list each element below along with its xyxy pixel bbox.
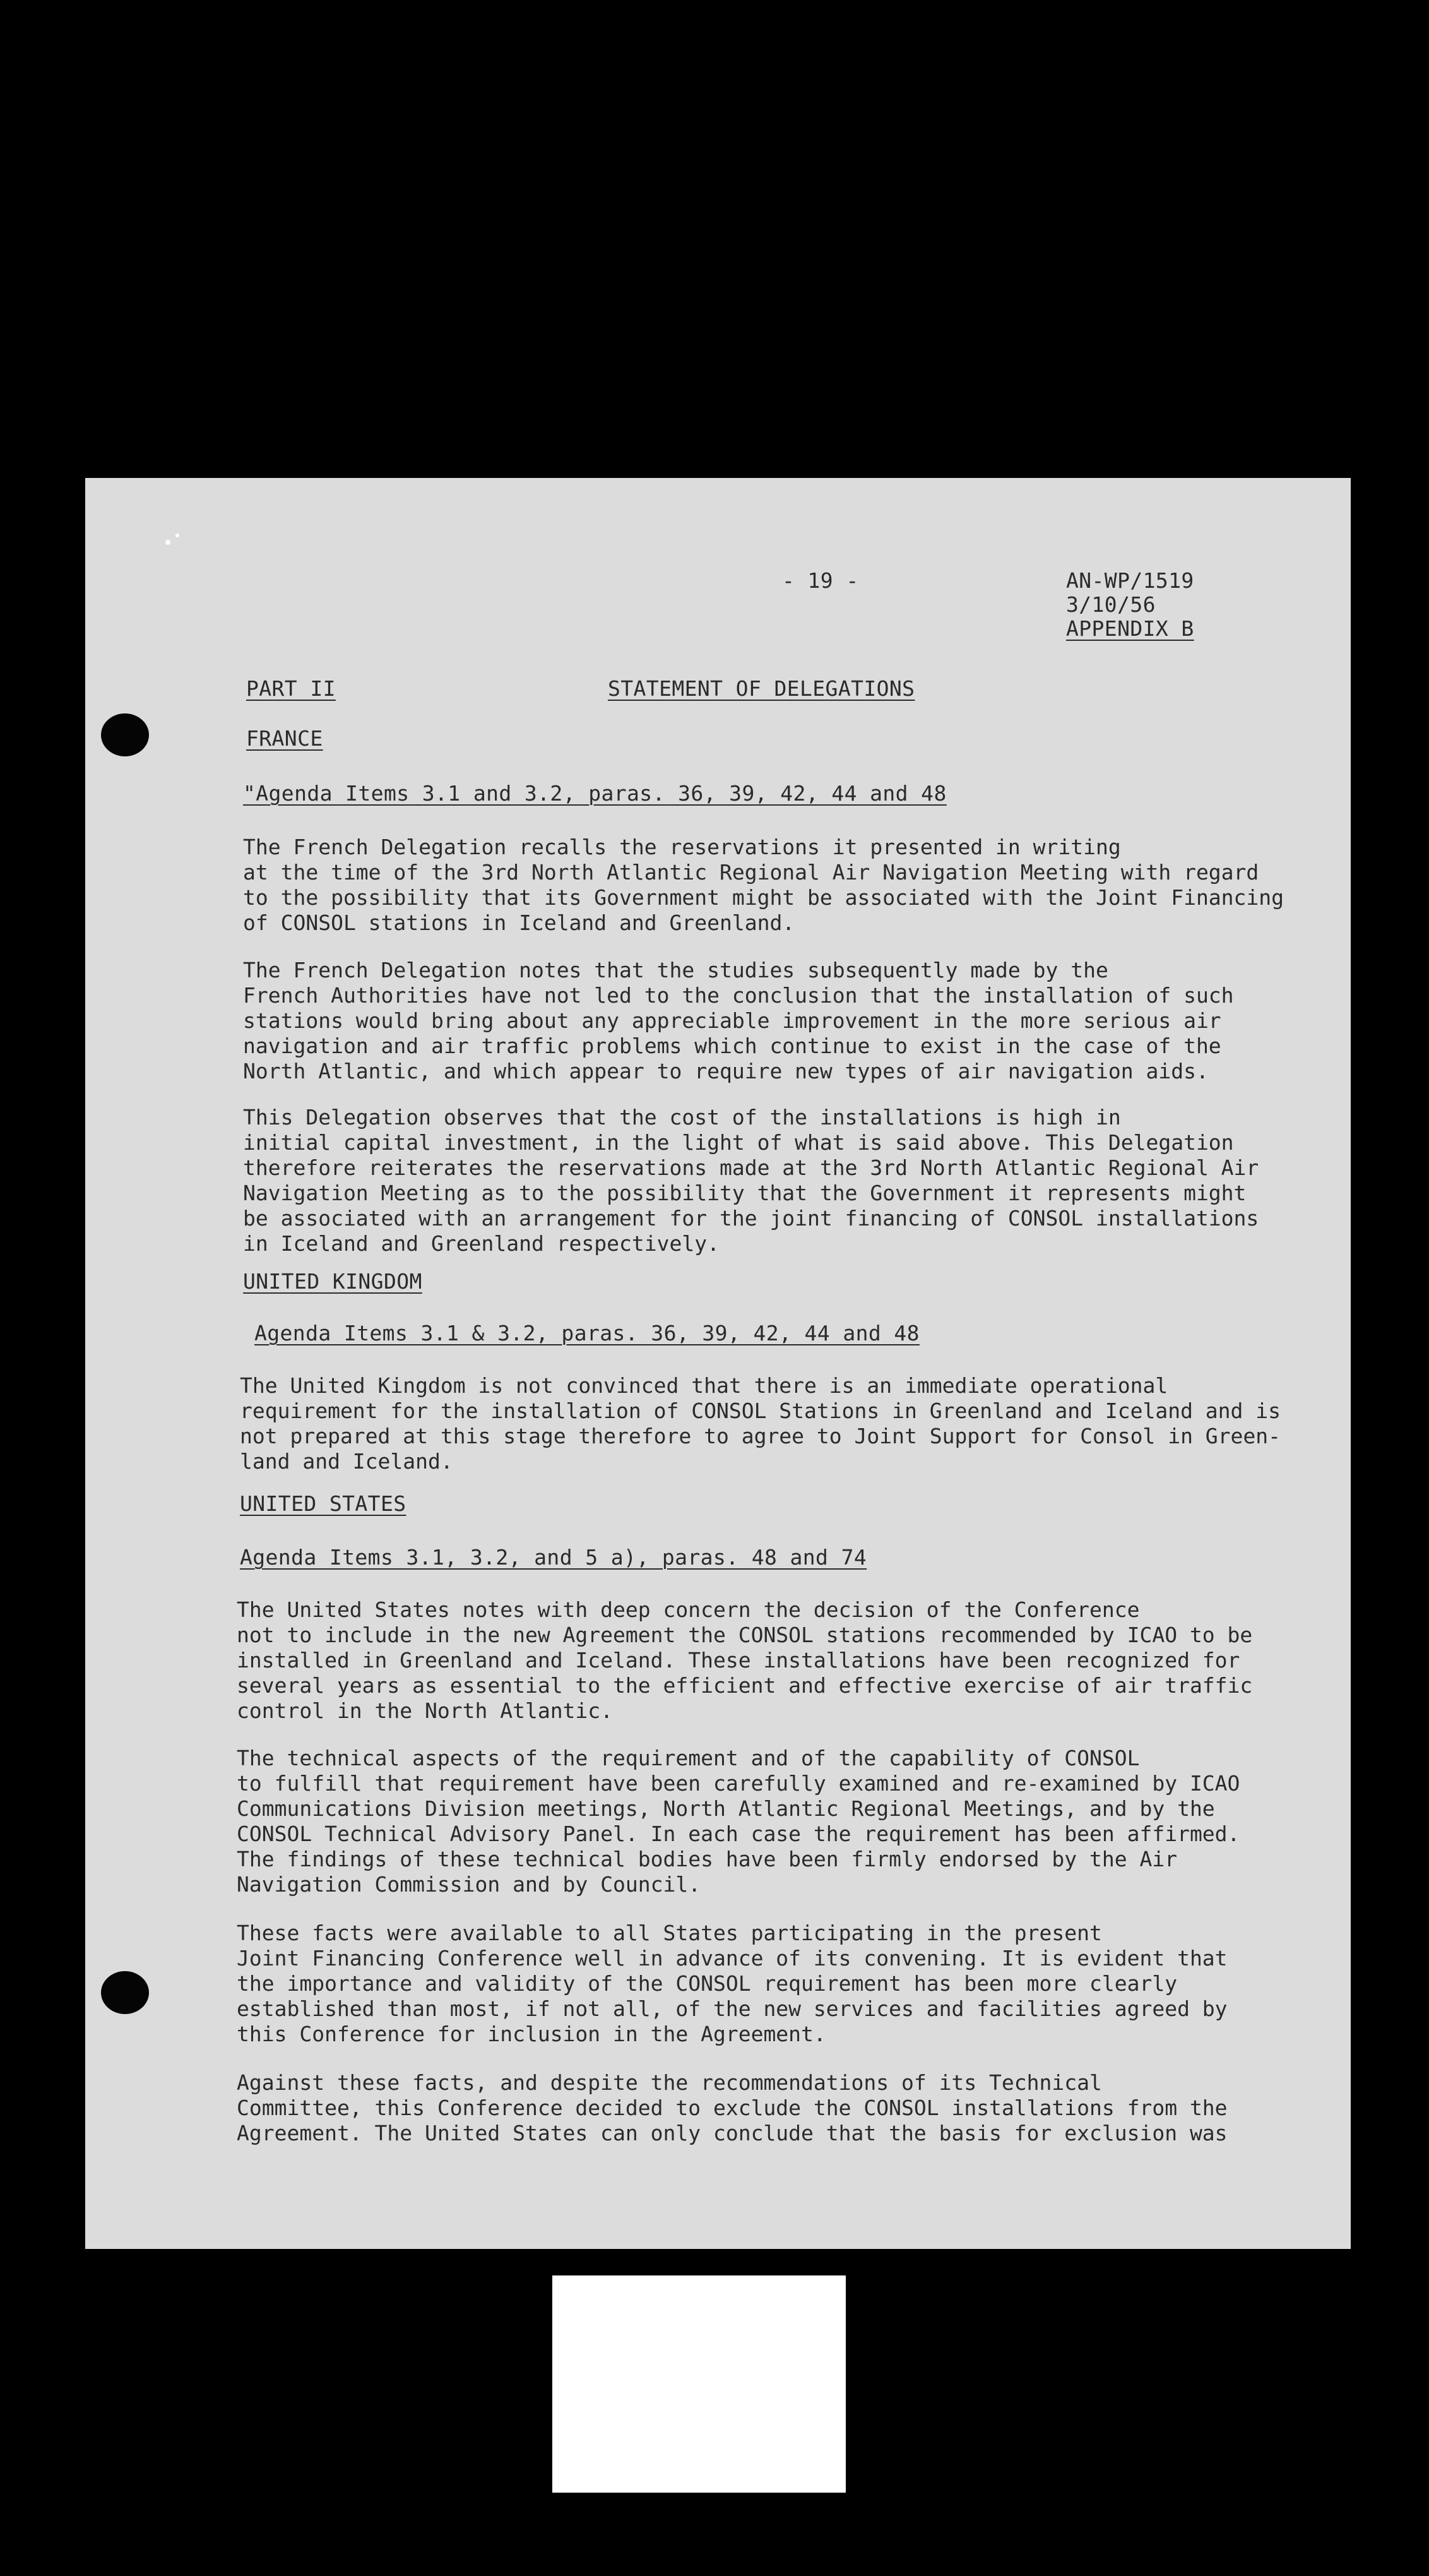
appendix-label: APPENDIX B — [1066, 616, 1194, 641]
united-kingdom-paragraph: The United Kingdom is not convinced that there is an immediate operational requirement for the installation of CONSOL Stations in Greenland and Iceland and is not prepared at this stage therefore to agree to Joint Support for Consol in Green- land and Iceland. — [240, 1373, 1281, 1474]
united-kingdom-agenda: Agenda Items 3.1 & 3.2, paras. 36, 39, 42, 44 and 48 — [254, 1321, 920, 1345]
blank-card — [552, 2275, 846, 2493]
document-page — [85, 478, 1351, 2249]
united-states-paragraph-3: These facts were available to all States participating in the present Joint Financing Conference well in advance of its convening. It is evident that the importance and validity of the CONSOL requirement has been more clearly established than most, if not all, of the new services and facilities agreed by this Conference for inclusion in the Agreement. — [237, 1921, 1228, 2046]
punch-hole-bottom — [101, 1971, 149, 2014]
france-paragraph-3: This Delegation observes that the cost of the installations is high in initial capital investment, in the light of what is said above. This Delegation therefore reiterates the reservations made at the 3rd North Atlantic Regional Air Navigation Meeting as to the possibility that the Government it represents might be associated with an arrangement for the joint financing of CONSOL installations in Iceland and Greenland respectively. — [243, 1105, 1259, 1256]
page-number: - 19 - — [782, 568, 859, 593]
france-heading: FRANCE — [246, 726, 323, 751]
france-agenda: "Agenda Items 3.1 and 3.2, paras. 36, 39, 42, 44 and 48 — [243, 781, 947, 806]
france-paragraph-1: The French Delegation recalls the reservations it presented in writing at the time of the 3rd North Atlantic Regional Air Navigation Meeting with regard to the possibility that its Government might be associated with the Joint Financing of CONSOL stations in Iceland and Greenland. — [243, 835, 1284, 935]
scan-speck — [165, 540, 170, 545]
section-title: STATEMENT OF DELEGATIONS — [608, 676, 915, 701]
punch-hole-top — [101, 713, 149, 756]
united-states-agenda: Agenda Items 3.1, 3.2, and 5 a), paras. 48 and 74 — [240, 1545, 867, 1570]
france-paragraph-2: The French Delegation notes that the studies subsequently made by the French Authorities have not led to the conclusion that the installation of such stations would bring about any appreciable improvement in the more serious air navigation and air traffic problems which continue to exist in the case of the North Atlantic, and which appear to require new types of air navigation aids. — [243, 958, 1234, 1083]
document-reference: AN-WP/1519 — [1066, 568, 1194, 593]
united-states-paragraph-4: Against these facts, and despite the recommendations of its Technical Committee, this Conference decided to exclude the CONSOL installations from the Agreement. The United States can only conclude that the basis for exclusion was — [237, 2070, 1228, 2145]
united-states-heading: UNITED STATES — [240, 1491, 406, 1516]
document-date: 3/10/56 — [1066, 592, 1156, 617]
part-label: PART II — [246, 676, 336, 701]
united-kingdom-heading: UNITED KINGDOM — [243, 1269, 422, 1294]
united-states-paragraph-2: The technical aspects of the requirement and of the capability of CONSOL to fulfill that requirement have been carefully examined and re-examined by ICAO Communications Division meetings, North Atlantic Regional Meetings, and by the CONSOL Technical Advisory Panel. In each case the requirement has been affirmed. The findings of these technical bodies have been firmly endorsed by the Air Navigation Commission and by Council. — [237, 1746, 1240, 1897]
scan-speck — [175, 534, 179, 537]
united-states-paragraph-1: The United States notes with deep concern the decision of the Conference not to include in the new Agreement the CONSOL stations recommended by ICAO to be installed in Greenland and Iceland. These installations have been recognized for several years as essential to the efficient and effective exercise of air traffic control in the North Atlantic. — [237, 1597, 1253, 1723]
